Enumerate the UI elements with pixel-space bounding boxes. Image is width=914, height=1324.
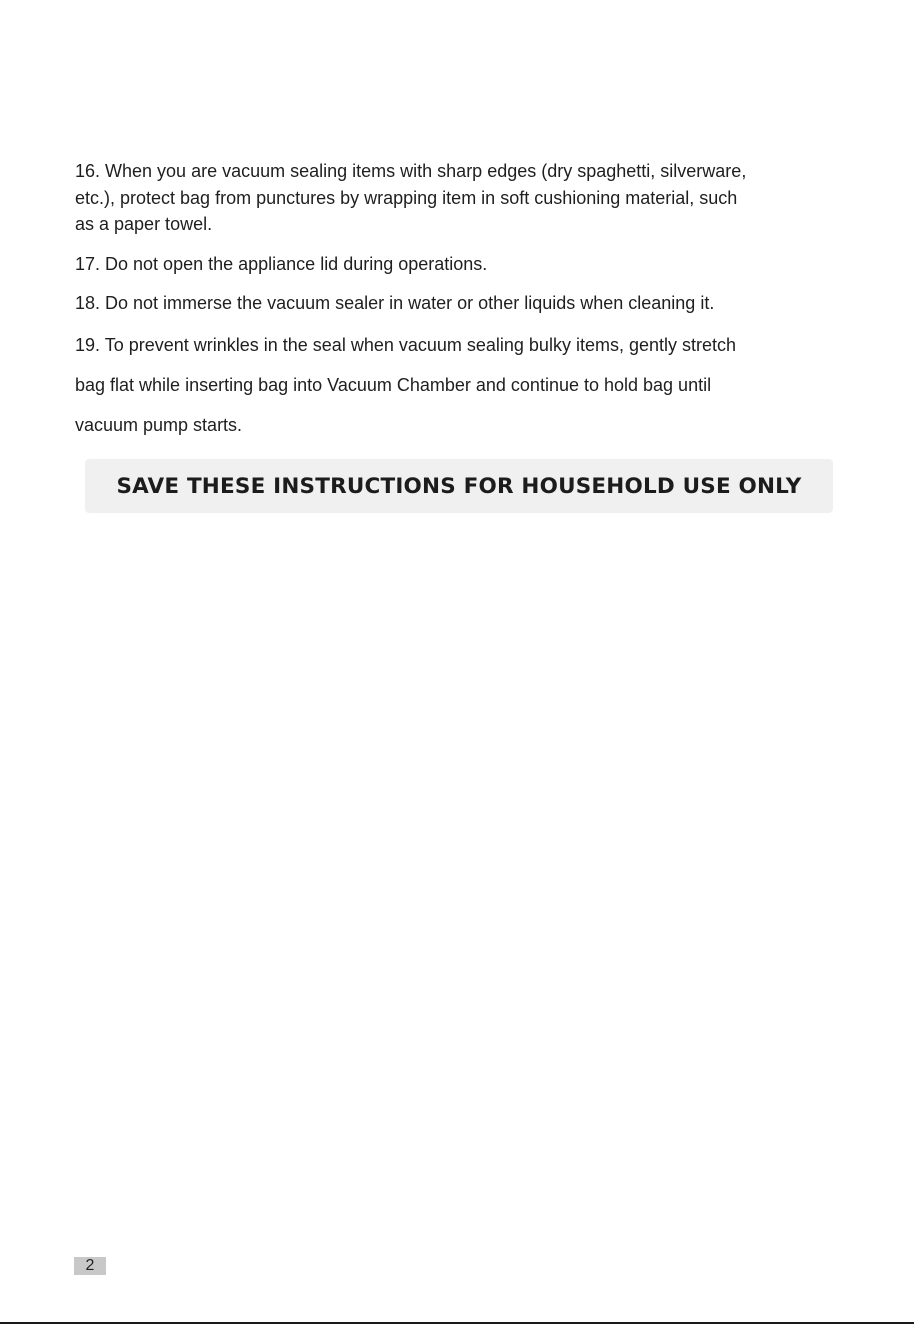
instruction-item-18: 18. Do not immerse the vacuum sealer in water or other liquids when cleaning it. xyxy=(75,293,715,313)
instruction-item-17: 17. Do not open the appliance lid during operations. xyxy=(75,253,488,274)
page-number: 2 xyxy=(74,1257,106,1275)
save-instructions-notice xyxy=(85,459,833,513)
instruction-item-19: 19. To prevent wrinkles in the seal when vacuum sealing bulky items, gently stretch bag flat while inserting bag into Vacuum Chamber and continue to hold bag until vacuum pump starts. xyxy=(75,334,736,435)
notice-text: SAVE THESE INSTRUCTIONS FOR HOUSEHOLD USE ONLY xyxy=(116,473,802,499)
instruction-item-16: 16. When you are vacuum sealing items with sharp edges (dry spaghetti, silverware, etc.), protect bag from punctures by wrapping item in soft cushioning material, such as a paper towel. xyxy=(75,161,747,234)
instruction-list xyxy=(75,158,835,458)
